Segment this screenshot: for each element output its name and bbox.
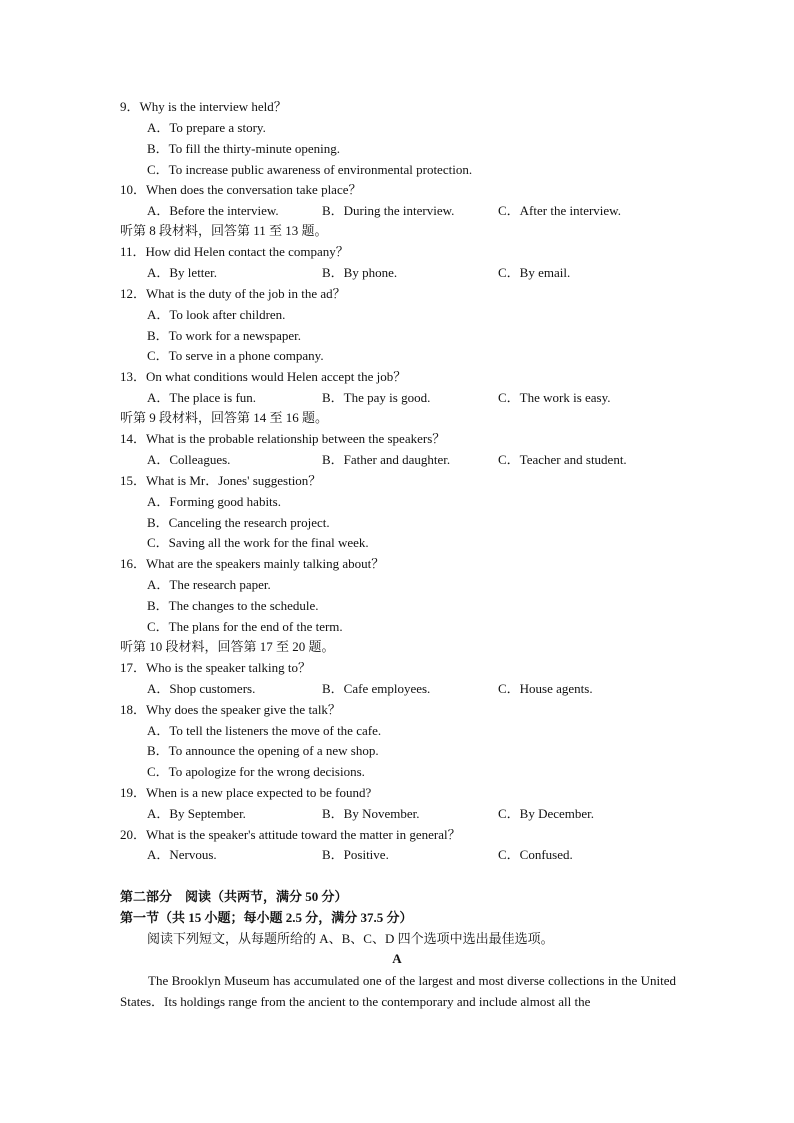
option-14a: A．Colleagues.: [147, 452, 231, 467]
option-16a: A．The research paper.: [147, 577, 271, 592]
segment-8-header: 听第 8 段材料，回答第 11 至 13 题。: [120, 223, 328, 238]
option-10c: C．After the interview.: [498, 203, 621, 218]
question-16: 16．What are the speakers mainly talking about？: [120, 556, 385, 571]
option-10a: A．Before the interview.: [147, 203, 279, 218]
option-15b: B．Canceling the research project.: [147, 515, 330, 530]
option-10b: B．During the interview.: [322, 203, 455, 218]
option-13a: A．The place is fun.: [147, 390, 257, 405]
passage-paragraph: The Brooklyn Museum has accumulated one of the largest and most diverse collections in the United States．Its holdings range from the ancient to the contemporary and include almost all the: [120, 973, 676, 1009]
option-9b: B．To fill the thirty-minute opening.: [147, 141, 340, 156]
option-15a: A．Forming good habits.: [147, 494, 281, 509]
option-14c: C．Teacher and student.: [498, 452, 627, 467]
segment-9-header: 听第 9 段材料，回答第 14 至 16 题。: [120, 410, 329, 425]
option-11a: A．By letter.: [147, 265, 218, 280]
option-19a: A．By September.: [147, 806, 246, 821]
option-20b: B．Positive.: [322, 847, 389, 862]
question-14: 14．What is the probable relationship between the speakers？: [120, 431, 446, 446]
option-18b: B．To announce the opening of a new shop.: [147, 743, 379, 758]
option-9c: C．To increase public awareness of environmental protection.: [147, 162, 473, 177]
question-17: 17．Who is the speaker talking to？: [120, 660, 311, 675]
section-1-title: 第一节（共 15 小题；每小题 2.5 分，满分 37.5 分）: [120, 910, 413, 925]
option-18a: A．To tell the listeners the move of the cafe.: [147, 723, 382, 738]
option-15c: C．Saving all the work for the final week.: [147, 535, 369, 550]
option-9a: A．To prepare a story.: [147, 120, 266, 135]
option-20a: A．Nervous.: [147, 847, 217, 862]
passage-label: A: [392, 951, 402, 966]
question-18: 18．Why does the speaker give the talk？: [120, 702, 341, 717]
question-10: 10．When does the conversation take place？: [120, 182, 362, 197]
reading-instruction: 阅读下列短文，从每题所给的 A、B、C、D 四个选项中选出最佳选项。: [147, 931, 554, 946]
option-18c: C．To apologize for the wrong decisions.: [147, 764, 365, 779]
option-16b: B．The changes to the schedule.: [147, 598, 319, 613]
option-20c: C．Confused.: [498, 847, 573, 862]
option-13b: B．The pay is good.: [322, 390, 431, 405]
option-12b: B．To work for a newspaper.: [147, 328, 301, 343]
question-9: 9．Why is the interview held？: [120, 99, 287, 114]
question-13: 13．On what conditions would Helen accept the job？: [120, 369, 407, 384]
option-12a: A．To look after children.: [147, 307, 286, 322]
option-17a: A．Shop customers.: [147, 681, 256, 696]
option-17c: C．House agents.: [498, 681, 593, 696]
segment-10-header: 听第 10 段材料，回答第 17 至 20 题。: [120, 639, 335, 654]
option-17b: B．Cafe employees.: [322, 681, 431, 696]
option-19b: B．By November.: [322, 806, 420, 821]
part-2-title: 第二部分 阅读（共两节，满分 50 分）: [120, 889, 348, 904]
option-19c: C．By December.: [498, 806, 595, 821]
question-19: 19．When is a new place expected to be found?: [120, 785, 372, 800]
question-20: 20．What is the speaker's attitude toward the matter in general？: [120, 827, 461, 842]
option-14b: B．Father and daughter.: [322, 452, 451, 467]
question-15: 15．What is Mr．Jones' suggestion？: [120, 473, 322, 488]
question-11: 11．How did Helen contact the company？: [120, 244, 349, 259]
question-12: 12．What is the duty of the job in the ad？: [120, 286, 346, 301]
option-11b: B．By phone.: [322, 265, 398, 280]
option-16c: C．The plans for the end of the term.: [147, 619, 343, 634]
option-12c: C．To serve in a phone company.: [147, 348, 324, 363]
option-11c: C．By email.: [498, 265, 571, 280]
option-13c: C．The work is easy.: [498, 390, 611, 405]
